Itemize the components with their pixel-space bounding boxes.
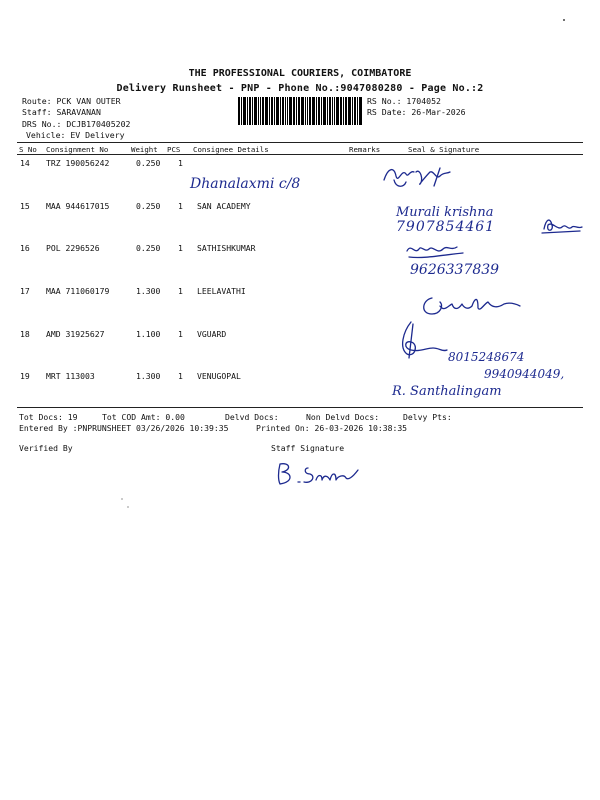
handwritten-row-19-phone: 9940944049, — [484, 367, 565, 381]
row-19-consignment: MRT 113003 — [46, 371, 95, 381]
non-delivered-docs: Non Delvd Docs: — [306, 412, 380, 422]
row-14-signature — [380, 158, 460, 198]
row-16-pcs: 1 — [178, 243, 183, 253]
row-17-s-no: 17 — [20, 286, 30, 296]
col-header-consignment: Consignment No — [46, 145, 109, 154]
row-19-s-no: 19 — [20, 371, 30, 381]
handwritten-row-15-name: Murali krishna — [396, 205, 494, 220]
verified-by-label: Verified By — [19, 443, 73, 453]
row-14-pcs: 1 — [178, 158, 183, 168]
row-19-pcs: 1 — [178, 371, 183, 381]
row-15-weight: 0.250 — [136, 201, 161, 211]
row-17-pcs: 1 — [178, 286, 183, 296]
row-18-pcs: 1 — [178, 329, 183, 339]
row-15-consignee: SAN ACADEMY — [197, 201, 251, 211]
row-16-signature — [403, 239, 473, 263]
scan-speck — [121, 498, 123, 500]
scan-speck — [127, 506, 129, 508]
row-18-consignment: AMD 31925627 — [46, 329, 105, 339]
row-14-s-no: 14 — [20, 158, 30, 168]
drs-number: DRS No.: DCJB170405202 — [22, 119, 131, 129]
row-17-signature — [418, 288, 528, 322]
handwritten-row-16-phone: 9626337839 — [410, 262, 500, 278]
row-18-weight: 1.100 — [136, 329, 161, 339]
row-15-consignment: MAA 944617015 — [46, 201, 110, 211]
handwritten-row-19-name: R. Santhalingam — [392, 384, 502, 399]
route-label: Route: PCK VAN OUTER — [22, 96, 121, 106]
runsheet-title: Delivery Runsheet - PNP - Phone No.:9047080280 - Page No.:2 — [116, 83, 484, 94]
col-header-remarks: Remarks — [349, 145, 381, 154]
handwritten-row-18-phone: 8015248674 — [448, 350, 525, 364]
rs-number: RS No.: 1704052 — [367, 96, 441, 106]
table-top-rule — [17, 142, 583, 143]
handwritten-row-15-phone: 7907854461 — [396, 219, 496, 235]
table-bottom-rule — [17, 407, 583, 408]
row-15-s-no: 15 — [20, 201, 30, 211]
row-16-consignment: POL 2296526 — [46, 243, 100, 253]
staff-signature-scribble — [274, 458, 364, 488]
row-16-s-no: 16 — [20, 243, 30, 253]
row-14-consignment: TRZ 190056242 — [46, 158, 110, 168]
row-16-consignee: SATHISHKUMAR — [197, 243, 256, 253]
delivery-points: Delvy Pts: — [403, 412, 452, 422]
total-cod-amount: Tot COD Amt: 0.00 — [102, 412, 185, 422]
vehicle-label: Vehicle: EV Delivery — [26, 130, 125, 140]
row-14-weight: 0.250 — [136, 158, 161, 168]
total-docs: Tot Docs: 19 — [19, 412, 78, 422]
row-18-s-no: 18 — [20, 329, 30, 339]
row-18-signature — [393, 318, 449, 362]
row-19-consignee: VENUGOPAL — [197, 371, 241, 381]
rs-date: RS Date: 26-Mar-2026 — [367, 107, 466, 117]
row-18-consignee: VGUARD — [197, 329, 227, 339]
row-17-weight: 1.300 — [136, 286, 161, 296]
company-title: THE PROFESSIONAL COURIERS, COIMBATORE — [188, 68, 412, 79]
row-15-signature — [540, 213, 584, 237]
col-header-s-no: S No — [19, 145, 37, 154]
row-17-consignment: MAA 711060179 — [46, 286, 110, 296]
col-header-weight: Weight — [131, 145, 158, 154]
printed-on: Printed On: 26-03-2026 10:38:35 — [256, 423, 408, 433]
entered-by: Entered By :PNPRUNSHEET 03/26/2026 10:39:35 — [19, 423, 229, 433]
row-17-consignee: LEELAVATHI — [197, 286, 246, 296]
col-header-consignee: Consignee Details — [193, 145, 269, 154]
col-header-seal: Seal & Signature — [408, 145, 480, 154]
handwritten-row-14-consignee: Dhanalaxmi c/8 — [190, 176, 301, 192]
row-19-weight: 1.300 — [136, 371, 161, 381]
table-header-rule — [17, 154, 583, 155]
delivered-docs: Delvd Docs: — [225, 412, 279, 422]
row-15-pcs: 1 — [178, 201, 183, 211]
staff-label: Staff: SARAVANAN — [22, 107, 101, 117]
barcode — [238, 97, 362, 125]
scan-speck — [563, 19, 565, 21]
col-header-pcs: PCS — [167, 145, 181, 154]
row-16-weight: 0.250 — [136, 243, 161, 253]
staff-signature-label: Staff Signature — [271, 443, 345, 453]
